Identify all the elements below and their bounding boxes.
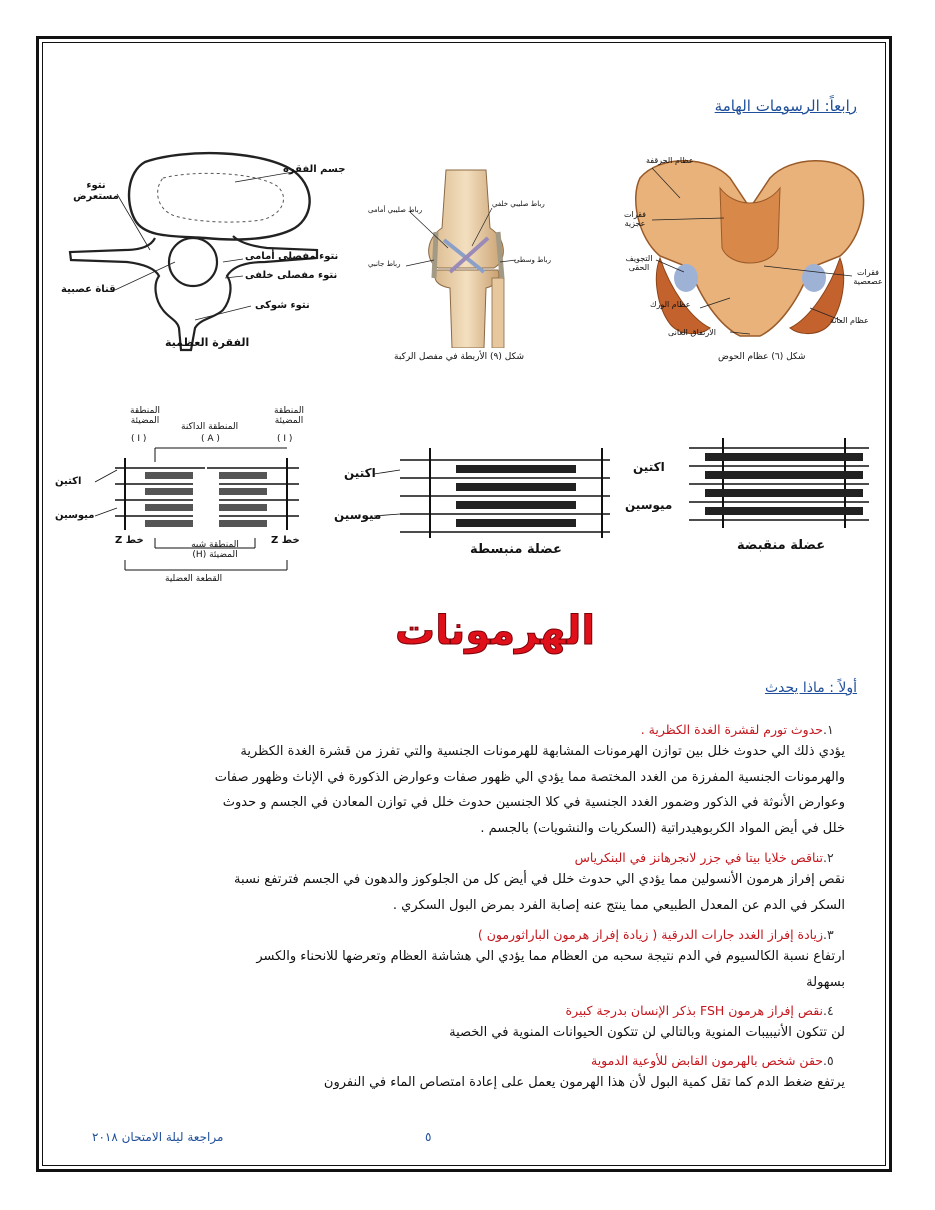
main-title: الهرمونات [395, 608, 596, 654]
item-line: لن تتكون الأنيبيبات المنوية وبالتالي لن تتكون الحيوانات المنوية في الخصية [449, 1025, 845, 1040]
pelvis-label-hip: عظام الورك [650, 300, 691, 309]
list-item-4 [85, 1003, 845, 1046]
sarcomere-h-zone: المنطقة شبه المضيئة (H) [191, 540, 239, 560]
item-line: يؤدي ذلك الي حدوث خلل بين توازن الهرمونات المشابهة للهرمونات الجنسية والتي تفرز من قشرة الغدة الكظرية [240, 744, 845, 759]
item-number: ٤. [823, 1003, 834, 1018]
knee-label-pcl: رباط صليبي خلفي [492, 200, 545, 208]
relaxed-myosin: ميوسين [334, 508, 382, 522]
item-number: ١. [823, 722, 834, 737]
pelvis-label-symphysis: الارتفاق العانى [668, 328, 716, 337]
vertebra-label-anterior: نتوء مفصلى أمامى [245, 251, 339, 262]
sarcomere-z-right: خط Z [271, 535, 300, 546]
vertebra-label-canal: قناة عصبية [61, 284, 116, 295]
item-line: يرتفع ضغط الدم كما تقل كمية البول لأن هذا الهرمون يعمل على إعادة امتصاص الماء في النفرون [323, 1075, 845, 1090]
sarcomere-figure [55, 400, 335, 600]
list-item-1 [85, 722, 845, 841]
vertebra-caption: الفقرة العظمية [165, 336, 250, 349]
sarcomere-zone-i-right-code: ( I ) [277, 434, 293, 444]
list-item-5 [85, 1053, 845, 1096]
item-line: والهرمونات الجنسية المفرزة من الغدد المختصة مما يؤدي الي ظهور صفات وعوارض الذكورة في الإناث وظهور صفات [214, 769, 845, 785]
pelvis-label-ilium: عظام الحرقفة [646, 156, 694, 165]
item-line: السكر في الدم عن المعدل الطبيعي مما ينتج عنه إصابة الفرد بمرض البول السكري . [392, 897, 845, 913]
sarcomere-zone-a-code: ( A ) [201, 434, 220, 444]
knee-caption: شكل (٩) الأربطة في مفصل الركبة [394, 352, 525, 362]
knee-figure [366, 168, 566, 373]
vertebra-label-body: جسم الفقرة [283, 164, 346, 175]
vertebra-label-posterior: نتوء مفصلى خلفى [245, 270, 338, 281]
sarcomere-segment: القطعة العضلية [165, 574, 223, 584]
knee-label-lateral: رباط جانبي [368, 260, 401, 268]
pelvis-label-pubis: عظام العانة [830, 316, 869, 325]
relaxed-caption: عضلة منبسطة [470, 542, 562, 557]
list-item-2 [85, 850, 845, 918]
sarcomere-zone-i-right: المنطقة المضيئة [274, 406, 304, 426]
item-heading: نقص إفراز هرمون FSH بذكر الإنسان بدرجة كبيرة [565, 1003, 823, 1018]
pelvis-label-coccyx: فقرات عصعصية [853, 268, 883, 286]
sarcomere-myosin: ميوسين [55, 510, 95, 521]
knee-label-acl: رباط صليبي أمامى [368, 206, 423, 214]
sarcomere-zone-i-left-code: ( I ) [131, 434, 147, 444]
sarcomere-actin: اكتين [55, 476, 82, 487]
item-heading: تناقص خلايا بيتا في جزر لانجرهانز في البنكرياس [574, 850, 823, 865]
contracted-muscle-figure [625, 432, 875, 562]
sarcomere-z-left: خط Z [115, 535, 144, 546]
item-line: وعوارض الأنوثة في الذكور وضمور الغدد الجنسية في كلا الجنسين حدوث خلل في توازن المعادن في الجسم و حدوث [222, 795, 845, 810]
section-title: رابعاً: الرسومات الهامة [714, 97, 857, 115]
pelvis-figure [600, 148, 890, 368]
contracted-muscle-drawing [625, 432, 875, 532]
footer-title: مراجعة ليلة الامتحان ٢٠١٨ [92, 1130, 224, 1144]
vertebra-label-spinous: نتوء شوكى [255, 300, 310, 311]
item-heading: حدوث تورم لقشرة الغدة الكظرية . [640, 722, 823, 737]
contracted-myosin: ميوسين [625, 498, 673, 512]
relaxed-muscle-drawing [330, 438, 620, 548]
pelvis-label-sacral: فقرات عجزية [623, 210, 647, 228]
vertebra-label-transverse: نتوء مستعرض [73, 180, 119, 202]
item-line: بسهولة [806, 974, 845, 990]
relaxed-actin: اكتين [344, 466, 376, 480]
list-item-3 [85, 927, 845, 995]
vertebra-figure [55, 150, 355, 360]
item-number: ٥. [823, 1053, 834, 1068]
item-heading: حقن شخص بالهرمون القابض للأوعية الدموية [591, 1053, 823, 1068]
item-line: نقص إفراز هرمون الأنسولين مما يؤدي الي حدوث خلل في أيض كل من الجلوكوز والدهون في الجسم فترتفع نسبة [234, 872, 845, 887]
item-number: ٣. [823, 927, 834, 942]
contracted-caption: عضلة منقبضة [737, 538, 826, 553]
relaxed-muscle-figure [330, 438, 620, 568]
pelvis-label-acetabulum: التجويف الحقى [625, 254, 653, 272]
contracted-actin: اكتين [633, 460, 665, 474]
footer-page-number: ٥ [425, 1130, 432, 1144]
item-heading: زيادة إفراز الغدد جارات الدرقية ( زيادة إفراز هرمون الباراثورمون ) [477, 927, 823, 942]
subtitle: أولاً : ماذا يحدث [764, 680, 857, 696]
knee-label-medial: رباط وسطى [514, 256, 551, 264]
sarcomere-zone-i-left: المنطقة المضيئة [130, 406, 160, 426]
item-line: ارتفاع نسبة الكالسيوم في الدم نتيجة سحبه من العظام مما يؤدي الي هشاشة العظام وتعرضها للانحناء والكسر [256, 949, 845, 964]
item-line: خلل في أيض المواد الكربوهيدراتية (السكريات والنشويات) بالجسم . [480, 820, 845, 836]
sarcomere-zone-a: المنطقة الداكنة [181, 422, 239, 432]
pelvis-caption: شكل (٦) عظام الحوض [718, 352, 806, 362]
item-number: ٢. [823, 850, 834, 865]
